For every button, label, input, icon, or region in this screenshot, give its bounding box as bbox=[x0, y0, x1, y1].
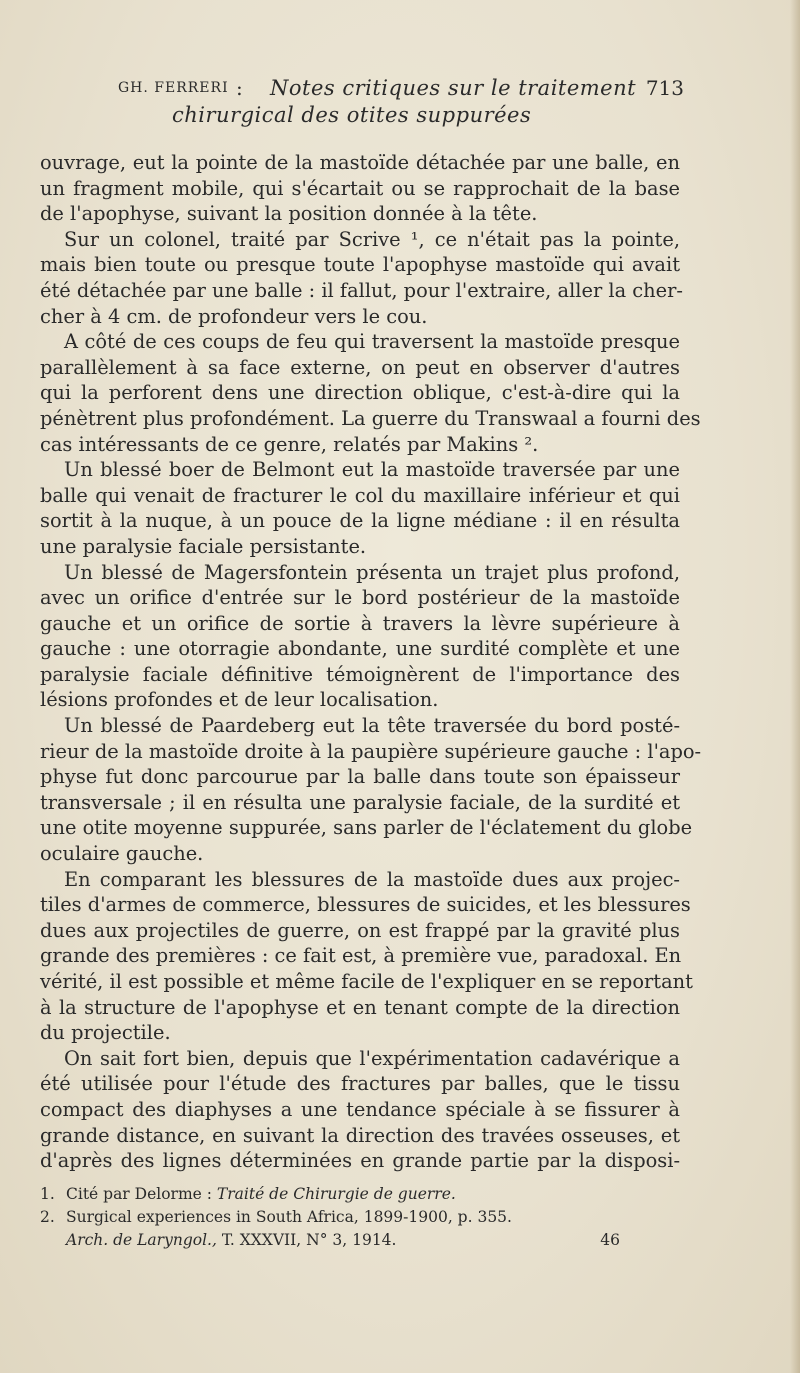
text-line: parallèlement à sa face externe, on peut en observer d'autres bbox=[40, 355, 680, 379]
text-line: Un blessé boer de Belmont eut la mastoïde traversée par une bbox=[64, 458, 680, 482]
text-line: dues aux projectiles de guerre, on est frappé par la gravité plus bbox=[40, 918, 680, 942]
text-line: à la structure de l'apophyse et en tenant compte de la direction bbox=[40, 995, 680, 1019]
running-header bbox=[118, 76, 684, 126]
text-line: été utilisée pour l'étude des fractures par balles, que le tissu bbox=[40, 1072, 680, 1096]
text-line: Un blessé de Magersfontein présenta un trajet plus profond, bbox=[64, 560, 680, 584]
text-line: de l'apophyse, suivant la position donnée à la tête. bbox=[40, 202, 538, 226]
text-line: qui la perforent dens une direction oblique, c'est-à-dire qui la bbox=[40, 381, 680, 405]
header-title-line2: chirurgical des otites suppurées bbox=[172, 103, 532, 127]
text-line: un fragment mobile, qui s'écartait ou se rapprochait de la base bbox=[40, 176, 680, 200]
text-line: gauche et un orifice de sortie à travers la lèvre supérieure à bbox=[40, 611, 680, 635]
text-line: vérité, il est possible et même facile de l'expliquer en se reportant bbox=[40, 970, 693, 993]
text-line: paralysie faciale définitive témoignèrent de l'importance des bbox=[40, 662, 680, 686]
text-line: pénètrent plus profondément. La guerre du Transwaal a fourni des bbox=[40, 406, 701, 430]
text-line: Sur un colonel, traité par Scrive ¹, ce n'était pas la pointe, bbox=[64, 227, 680, 251]
body-text bbox=[40, 150, 702, 1174]
text-line: ouvrage, eut la pointe de la mastoïde détachée par une balle, en bbox=[40, 151, 680, 174]
text-line: une otite moyenne suppurée, sans parler de l'éclatement du globe bbox=[40, 816, 693, 840]
header-title-line1: Notes critiques sur le traitement bbox=[270, 76, 637, 100]
footnotes bbox=[40, 1183, 680, 1252]
footnote-1 bbox=[40, 1183, 680, 1206]
text-line: physe fut donc parcourue par la balle dans toute son épaisseur bbox=[40, 765, 680, 789]
text-line: du projectile. bbox=[40, 1021, 171, 1045]
text-line: avec un orifice d'entrée sur le bord postérieur de la mastoïde bbox=[40, 586, 680, 610]
text-line: cher à 4 cm. de profondeur vers le cou. bbox=[40, 304, 428, 328]
text-line: une paralysie faciale persistante. bbox=[40, 534, 367, 558]
footnote-1-text: Cité par Delorme : bbox=[66, 1185, 212, 1203]
text-line: mais bien toute ou presque toute l'apophyse mastoïde qui avait bbox=[40, 253, 680, 277]
text-line: tiles d'armes de commerce, blessures de suicides, et les blessures bbox=[40, 893, 691, 917]
text-line: balle qui venait de fracturer le col du maxillaire inférieur et qui bbox=[40, 483, 680, 507]
page-edge-shadow bbox=[790, 0, 800, 1373]
text-line: grande des premières : ce fait est, à première vue, paradoxal. En bbox=[40, 944, 682, 968]
header-separator: : bbox=[236, 76, 243, 100]
text-line: On sait fort bien, depuis que l'expérimentation cadavérique a bbox=[64, 1046, 680, 1070]
text-line: grande distance, en suivant la direction des travées osseuses, et bbox=[40, 1123, 680, 1147]
journal-name: Arch. de Laryngol., bbox=[66, 1231, 217, 1249]
footnote-1-label: 1. bbox=[40, 1185, 55, 1203]
signature-mark: 46 bbox=[600, 1231, 620, 1249]
text-line: d'après des lignes déterminées en grande partie par la disposi- bbox=[40, 1149, 680, 1173]
text-line: compact des diaphyses a une tendance spéciale à se fissurer à bbox=[40, 1097, 680, 1121]
text-line: rieur de la mastoïde droite à la paupière supérieure gauche : l'apo- bbox=[40, 739, 702, 763]
journal-reference: T. XXXVII, N° 3, 1914. bbox=[221, 1231, 397, 1249]
text-line: été détachée par une balle : il fallut, pour l'extraire, aller la cher- bbox=[40, 278, 683, 302]
text-line: lésions profondes et de leur localisation. bbox=[40, 688, 439, 712]
page-number: 713 bbox=[645, 76, 684, 100]
text-line: A côté de ces coups de feu qui traversent la mastoïde presque bbox=[64, 330, 680, 354]
footnote-2-label: 2. bbox=[40, 1208, 55, 1226]
footnote-2-text: Surgical experiences in South Africa, 1899-1900, p. 355. bbox=[66, 1208, 512, 1226]
journal-line bbox=[40, 1229, 680, 1252]
text-line: sortit à la nuque, à un pouce de la ligne médiane : il en résulta bbox=[40, 509, 680, 533]
text-line: oculaire gauche. bbox=[40, 842, 204, 866]
footnote-1-work: Traité de Chirurgie de guerre. bbox=[216, 1185, 456, 1203]
footnote-2 bbox=[40, 1206, 680, 1229]
text-line: gauche : une otorragie abondante, une surdité complète et une bbox=[40, 637, 680, 661]
text-line: transversale ; il en résulta une paralysie faciale, de la surdité et bbox=[40, 790, 680, 814]
text-line: Un blessé de Paardeberg eut la tête traversée du bord posté- bbox=[64, 714, 680, 738]
text-line: En comparant les blessures de la mastoïde dues aux projec- bbox=[64, 867, 680, 891]
header-author: GH. FERRERI bbox=[118, 80, 229, 96]
text-line: cas intéressants de ce genre, relatés par Makins ². bbox=[40, 432, 539, 456]
